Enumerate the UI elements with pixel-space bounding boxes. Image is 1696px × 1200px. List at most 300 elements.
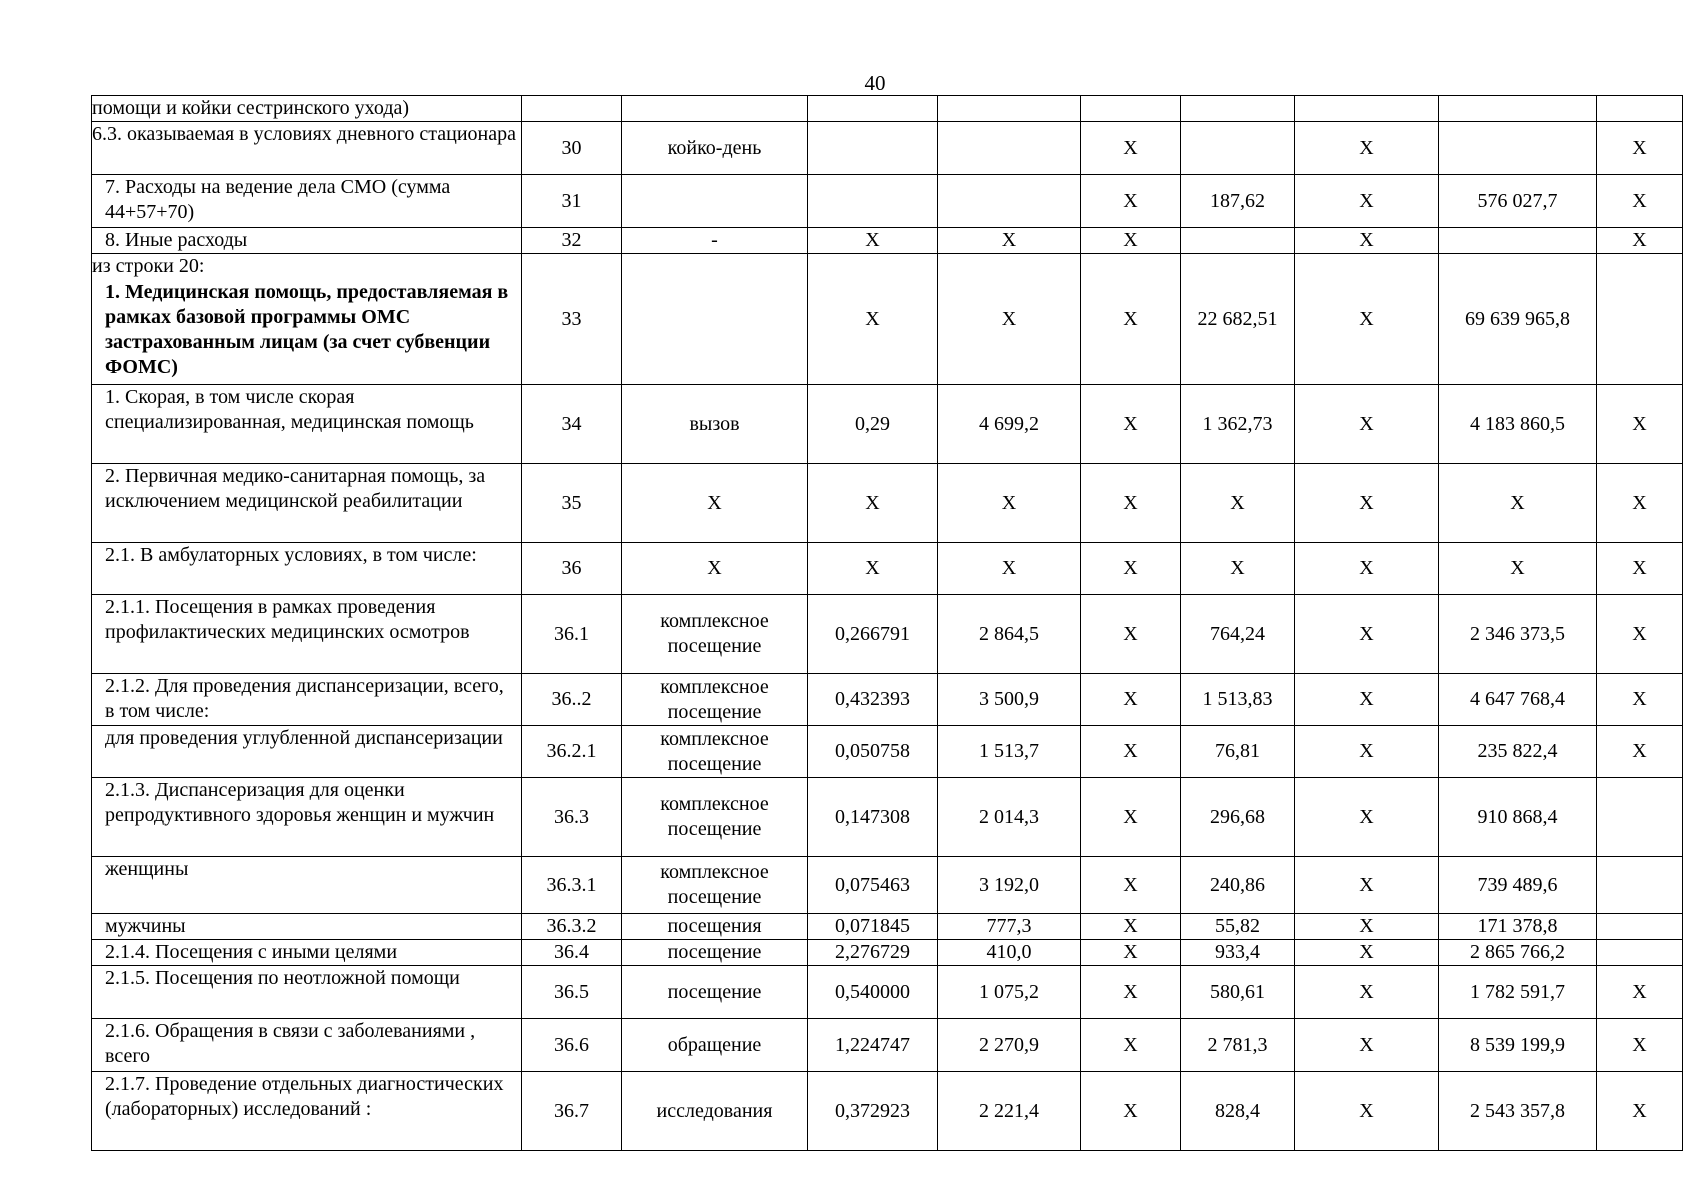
col-7: Х <box>1359 740 1374 762</box>
row-name: 8. Иные расходы <box>105 229 248 251</box>
col-7-cell <box>1295 96 1439 122</box>
per-capita: Х <box>1230 557 1245 579</box>
total-amount: 576 027,7 <box>1477 189 1558 212</box>
col-7: Х <box>1359 980 1374 1003</box>
row-code-cell <box>522 464 622 543</box>
total-amount-cell <box>1439 385 1597 464</box>
unit: койко-день <box>667 136 762 159</box>
col-5: Х <box>1123 915 1138 937</box>
total-amount-cell <box>1439 1019 1597 1072</box>
row-code: 32 <box>561 229 582 251</box>
col-9-cell <box>1597 122 1683 175</box>
row-code: 36.2.1 <box>546 740 597 762</box>
col-7-cell <box>1295 778 1439 857</box>
norm-volume: 1,224747 <box>835 1033 910 1056</box>
total-amount-cell <box>1439 543 1597 595</box>
unit-cell <box>622 228 808 254</box>
col-5: Х <box>1123 740 1138 762</box>
col-7: Х <box>1359 1099 1374 1122</box>
total-amount: 8 539 199,9 <box>1470 1033 1565 1056</box>
total-amount: 2 543 357,8 <box>1470 1099 1565 1122</box>
col-9: Х <box>1632 491 1647 514</box>
col-9: Х <box>1632 136 1647 159</box>
per-capita-cell <box>1181 543 1295 595</box>
row-code-cell <box>522 726 622 778</box>
col-9-cell <box>1597 966 1683 1019</box>
per-capita-cell <box>1181 726 1295 778</box>
norm-cost: 4 699,2 <box>979 412 1039 435</box>
unit-cell <box>622 543 808 595</box>
norm-cost-cell <box>938 940 1081 966</box>
col-9: Х <box>1632 1099 1647 1122</box>
col-5: Х <box>1123 307 1138 330</box>
unit: исследования <box>656 1099 773 1122</box>
unit: комплексное посещение <box>660 610 769 657</box>
unit-cell <box>622 254 808 385</box>
table-row <box>92 966 1683 1019</box>
total-amount-cell <box>1439 940 1597 966</box>
norm-volume-cell <box>808 674 938 726</box>
row-name-cell <box>92 280 522 385</box>
col-9-cell <box>1597 543 1683 595</box>
col-9-cell <box>1597 464 1683 543</box>
row-name: 6.3. оказываемая в условиях дневного стационара <box>92 123 517 145</box>
col-5: Х <box>1123 557 1138 579</box>
total-amount-cell <box>1439 778 1597 857</box>
table-row <box>92 914 1683 940</box>
norm-cost-cell <box>938 175 1081 228</box>
row-name-cell <box>92 228 522 254</box>
total-amount-cell <box>1439 595 1597 674</box>
per-capita-cell <box>1181 122 1295 175</box>
per-capita: 76,81 <box>1215 740 1260 762</box>
total-amount: 1 782 591,7 <box>1470 980 1565 1003</box>
col-7-cell <box>1295 1019 1439 1072</box>
per-capita: 764,24 <box>1210 622 1265 645</box>
unit-cell <box>622 122 808 175</box>
row-name-cell <box>92 857 522 914</box>
table-row <box>92 228 1683 254</box>
col-9-cell <box>1597 1019 1683 1072</box>
norm-cost: 3 192,0 <box>979 873 1039 896</box>
table-row <box>92 857 1683 914</box>
norm-volume-cell <box>808 857 938 914</box>
norm-cost: 2 221,4 <box>979 1099 1039 1122</box>
norm-volume: Х <box>865 557 880 579</box>
unit-cell <box>622 857 808 914</box>
norm-cost-cell <box>938 385 1081 464</box>
row-name: помощи и койки сестринского ухода) <box>92 97 410 119</box>
norm-cost: Х <box>1001 229 1017 251</box>
row-code: 36 <box>561 557 582 579</box>
norm-volume-cell <box>808 254 938 385</box>
unit: обращение <box>667 1033 762 1056</box>
row-code: 36.1 <box>554 622 589 645</box>
row-name: 2.1.1. Посещения в рамках проведения профилактических медицинских осмотров <box>105 596 470 643</box>
col-7: Х <box>1359 136 1374 159</box>
col-9-cell <box>1597 674 1683 726</box>
norm-cost-cell <box>938 122 1081 175</box>
row-code-cell <box>522 966 622 1019</box>
norm-cost: 3 500,9 <box>979 688 1039 710</box>
norm-volume-cell <box>808 228 938 254</box>
total-amount: 171 378,8 <box>1477 915 1558 937</box>
row-code-cell <box>522 778 622 857</box>
table-row <box>92 96 1683 122</box>
table-row <box>92 543 1683 595</box>
unit-cell <box>622 595 808 674</box>
budget-table <box>91 95 1683 1151</box>
row-code-cell <box>522 385 622 464</box>
row-name: 2.1.5. Посещения по неотложной помощи <box>105 967 460 989</box>
col-5-cell <box>1081 175 1181 228</box>
col-9: Х <box>1632 229 1647 251</box>
table-row <box>92 1019 1683 1072</box>
row-name: 2.1.7. Проведение отдельных диагностических (лабораторных) исследований : <box>105 1073 504 1120</box>
col-5-cell <box>1081 778 1181 857</box>
per-capita-cell <box>1181 228 1295 254</box>
per-capita: 828,4 <box>1215 1099 1260 1122</box>
col-9-cell <box>1597 595 1683 674</box>
norm-volume: 0,266791 <box>835 622 910 645</box>
row-code-cell <box>522 914 622 940</box>
col-7: Х <box>1359 189 1374 212</box>
total-amount: 4 647 768,4 <box>1470 688 1565 710</box>
col-9: Х <box>1632 622 1647 645</box>
row-name-cell <box>92 778 522 857</box>
row-code: 33 <box>561 307 582 330</box>
page-number: 40 <box>864 71 886 95</box>
row-name-cell <box>92 914 522 940</box>
norm-volume-cell <box>808 1019 938 1072</box>
row-name: женщины <box>105 858 189 880</box>
col-9: Х <box>1632 980 1647 1003</box>
norm-volume-cell <box>808 966 938 1019</box>
col-9-cell <box>1597 385 1683 464</box>
row-name: мужчины <box>105 915 186 937</box>
row-name: 2.1.6. Обращения в связи с заболеваниями , всего <box>105 1020 476 1067</box>
row-code-cell <box>522 1072 622 1151</box>
row-name-cell <box>92 726 522 778</box>
row-code-cell <box>522 228 622 254</box>
col-7: Х <box>1359 915 1374 937</box>
per-capita: 296,68 <box>1210 805 1265 828</box>
row-code-cell <box>522 1019 622 1072</box>
row-code: 36.3 <box>554 805 589 828</box>
norm-cost: Х <box>1001 307 1017 330</box>
col-5: Х <box>1123 622 1138 645</box>
total-amount-cell <box>1439 122 1597 175</box>
row-name-cell <box>92 96 522 122</box>
norm-cost-cell <box>938 1072 1081 1151</box>
norm-volume: Х <box>865 307 880 330</box>
col-9-cell <box>1597 228 1683 254</box>
row-code: 36.3.1 <box>546 873 597 896</box>
col-5-cell <box>1081 726 1181 778</box>
per-capita: 580,61 <box>1210 980 1265 1003</box>
norm-volume: 0,432393 <box>835 688 910 710</box>
per-capita: 55,82 <box>1215 915 1260 937</box>
row-name-cell <box>92 674 522 726</box>
col-9-cell <box>1597 778 1683 857</box>
row-code: 31 <box>561 189 582 212</box>
norm-cost-cell <box>938 254 1081 385</box>
norm-volume-cell <box>808 595 938 674</box>
col-9: Х <box>1632 740 1647 762</box>
col-7-cell <box>1295 940 1439 966</box>
col-7: Х <box>1359 307 1374 330</box>
norm-volume-cell <box>808 96 938 122</box>
row-name-cell <box>92 595 522 674</box>
row-name: 7. Расходы на ведение дела СМО (сумма 44+57+70) <box>105 176 451 223</box>
per-capita-cell <box>1181 96 1295 122</box>
per-capita-cell <box>1181 1072 1295 1151</box>
unit-cell <box>622 726 808 778</box>
row-name: 1. Медицинская помощь, предоставляемая в рамках базовой программы ОМС застрахованным лицам (за счет субвенции ФОМС) <box>105 280 509 378</box>
unit-cell <box>622 1072 808 1151</box>
col-5-cell <box>1081 254 1181 385</box>
row-name-cell <box>92 464 522 543</box>
col-7-cell <box>1295 385 1439 464</box>
table-row <box>92 726 1683 778</box>
col-7-cell <box>1295 175 1439 228</box>
col-7: Х <box>1359 557 1374 579</box>
total-amount: 235 822,4 <box>1477 740 1558 762</box>
col-5: Х <box>1123 229 1138 251</box>
norm-volume-cell <box>808 726 938 778</box>
norm-cost: 2 270,9 <box>979 1033 1039 1056</box>
unit-cell <box>622 940 808 966</box>
row-name: 1. Скорая, в том числе скорая специализированная, медицинская помощь <box>105 386 474 433</box>
norm-cost-cell <box>938 857 1081 914</box>
col-7: Х <box>1359 941 1374 963</box>
norm-cost-cell <box>938 96 1081 122</box>
norm-cost: Х <box>1001 557 1017 579</box>
col-5: Х <box>1123 805 1138 828</box>
col-7: Х <box>1359 805 1374 828</box>
col-7-cell <box>1295 1072 1439 1151</box>
col-5-cell <box>1081 595 1181 674</box>
col-5-cell <box>1081 966 1181 1019</box>
col-5: Х <box>1123 1033 1138 1056</box>
table-row <box>92 1072 1683 1151</box>
per-capita-cell <box>1181 385 1295 464</box>
unit: вызов <box>689 412 740 435</box>
table-row <box>92 254 1683 280</box>
unit-cell <box>622 175 808 228</box>
col-9-cell <box>1597 940 1683 966</box>
total-amount: 4 183 860,5 <box>1470 412 1565 435</box>
col-7: Х <box>1359 412 1374 435</box>
total-amount-cell <box>1439 726 1597 778</box>
col-7: Х <box>1359 622 1374 645</box>
total-amount: 69 639 965,8 <box>1465 307 1570 330</box>
col-5-cell <box>1081 857 1181 914</box>
total-amount-cell <box>1439 674 1597 726</box>
col-5-cell <box>1081 385 1181 464</box>
unit: Х <box>707 491 722 514</box>
row-code-cell <box>522 595 622 674</box>
per-capita: 22 682,51 <box>1197 307 1278 330</box>
per-capita-cell <box>1181 857 1295 914</box>
unit: комплексное посещение <box>660 861 769 908</box>
row-name-cell <box>92 254 522 280</box>
row-code: 36.6 <box>554 1033 589 1056</box>
total-amount: Х <box>1510 557 1525 579</box>
norm-volume: 0,147308 <box>835 805 910 828</box>
total-amount: Х <box>1510 491 1525 514</box>
unit: комплексное посещение <box>660 727 769 775</box>
row-name-cell <box>92 175 522 228</box>
per-capita: 2 781,3 <box>1207 1033 1268 1056</box>
norm-volume: 0,372923 <box>835 1099 910 1122</box>
per-capita-cell <box>1181 914 1295 940</box>
col-5: Х <box>1123 1099 1138 1122</box>
per-capita-cell <box>1181 778 1295 857</box>
unit-cell <box>622 778 808 857</box>
total-amount-cell <box>1439 1072 1597 1151</box>
col-5: Х <box>1123 688 1138 710</box>
row-code-cell <box>522 857 622 914</box>
col-9: Х <box>1632 189 1647 212</box>
row-code: 36.7 <box>554 1099 589 1122</box>
per-capita-cell <box>1181 674 1295 726</box>
table-row <box>92 385 1683 464</box>
col-5-cell <box>1081 122 1181 175</box>
col-9: Х <box>1632 412 1647 435</box>
col-5-cell <box>1081 940 1181 966</box>
norm-volume-cell <box>808 464 938 543</box>
col-5: Х <box>1123 873 1138 896</box>
norm-cost: 2 864,5 <box>979 622 1039 645</box>
row-name: для проведения углубленной диспансеризации <box>105 727 503 749</box>
unit: посещение <box>667 941 762 963</box>
unit: комплексное посещение <box>660 793 769 840</box>
col-7-cell <box>1295 464 1439 543</box>
unit-cell <box>622 464 808 543</box>
norm-volume: 0,540000 <box>835 980 910 1003</box>
total-amount-cell <box>1439 96 1597 122</box>
col-7: Х <box>1359 873 1374 896</box>
per-capita-cell <box>1181 940 1295 966</box>
norm-cost-cell <box>938 595 1081 674</box>
row-code: 35 <box>561 491 582 514</box>
norm-cost: 1 513,7 <box>979 740 1039 762</box>
table-row <box>92 595 1683 674</box>
row-name: 2.1.3. Диспансеризация для оценки репродуктивного здоровья женщин и мужчин <box>105 779 495 826</box>
norm-cost: 2 014,3 <box>979 805 1039 828</box>
row-code-cell <box>522 543 622 595</box>
col-5: Х <box>1123 136 1138 159</box>
norm-volume: 0,050758 <box>835 740 910 762</box>
row-name-cell <box>92 122 522 175</box>
per-capita-cell <box>1181 175 1295 228</box>
table-row <box>92 778 1683 857</box>
unit-cell <box>622 96 808 122</box>
total-amount-cell <box>1439 254 1597 385</box>
col-9-cell <box>1597 96 1683 122</box>
col-5-cell <box>1081 914 1181 940</box>
col-9: Х <box>1632 1033 1647 1056</box>
col-7-cell <box>1295 857 1439 914</box>
norm-volume-cell <box>808 122 938 175</box>
row-name-cell <box>92 966 522 1019</box>
row-name-cell <box>92 385 522 464</box>
norm-volume-cell <box>808 543 938 595</box>
col-5: Х <box>1123 941 1138 963</box>
col-9-cell <box>1597 254 1683 385</box>
col-7: Х <box>1359 491 1374 514</box>
row-name-cell <box>92 1019 522 1072</box>
col-5-cell <box>1081 1019 1181 1072</box>
total-amount-cell <box>1439 228 1597 254</box>
col-5-cell <box>1081 543 1181 595</box>
table-row <box>92 175 1683 228</box>
col-7-cell <box>1295 726 1439 778</box>
total-amount: 2 346 373,5 <box>1470 622 1565 645</box>
unit: посещение <box>667 980 762 1003</box>
norm-cost-cell <box>938 778 1081 857</box>
per-capita: 240,86 <box>1210 873 1265 896</box>
unit-cell <box>622 914 808 940</box>
norm-volume: Х <box>865 491 880 514</box>
row-name: 2.1.2. Для проведения диспансеризации, всего, в том числе: <box>105 675 504 722</box>
total-amount-cell <box>1439 464 1597 543</box>
row-name-cell <box>92 940 522 966</box>
norm-volume-cell <box>808 175 938 228</box>
col-5-cell <box>1081 228 1181 254</box>
col-9-cell <box>1597 1072 1683 1151</box>
per-capita: 187,62 <box>1210 189 1265 212</box>
norm-volume-cell <box>808 940 938 966</box>
norm-volume: Х <box>865 229 880 251</box>
norm-cost-cell <box>938 543 1081 595</box>
norm-cost-cell <box>938 914 1081 940</box>
row-code-cell <box>522 96 622 122</box>
table-row <box>92 122 1683 175</box>
row-code: 34 <box>561 412 582 435</box>
row-code-cell <box>522 122 622 175</box>
col-5: Х <box>1123 980 1138 1003</box>
row-code-cell <box>522 940 622 966</box>
norm-volume: 0,29 <box>855 412 890 435</box>
total-amount: 739 489,6 <box>1477 873 1558 896</box>
total-amount-cell <box>1439 914 1597 940</box>
norm-volume-cell <box>808 914 938 940</box>
row-name: 2.1. В амбулаторных условиях, в том числе: <box>105 544 477 566</box>
unit: посещения <box>667 915 762 937</box>
per-capita-cell <box>1181 1019 1295 1072</box>
per-capita: 1 362,73 <box>1202 412 1273 435</box>
unit: - <box>711 229 718 251</box>
row-code-cell <box>522 175 622 228</box>
per-capita: 1 513,83 <box>1202 688 1273 710</box>
col-5-cell <box>1081 464 1181 543</box>
col-9-cell <box>1597 857 1683 914</box>
norm-cost-cell <box>938 464 1081 543</box>
norm-volume: 2,276729 <box>835 941 910 963</box>
row-code: 36.3.2 <box>546 915 597 937</box>
row-name: из строки 20: <box>92 255 205 277</box>
total-amount-cell <box>1439 175 1597 228</box>
row-code-cell <box>522 674 622 726</box>
per-capita: Х <box>1230 491 1245 514</box>
norm-cost: 777,3 <box>986 915 1032 937</box>
norm-volume-cell <box>808 1072 938 1151</box>
col-7-cell <box>1295 595 1439 674</box>
unit-cell <box>622 674 808 726</box>
col-7-cell <box>1295 228 1439 254</box>
